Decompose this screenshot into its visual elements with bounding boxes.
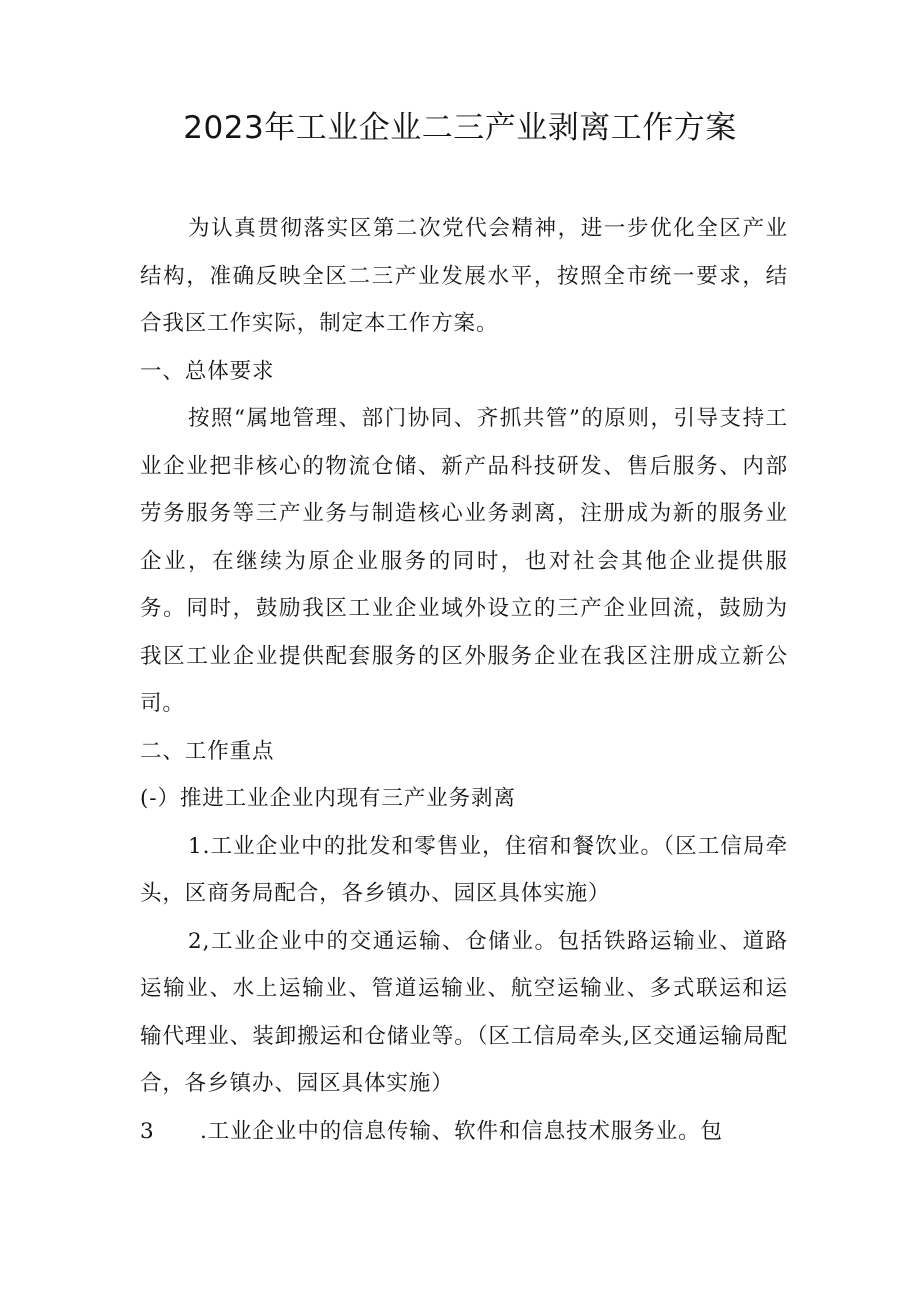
list-item-3	[140, 1108, 788, 1156]
intro-paragraph: 为认真贯彻落实区第二次党代会精神，进一步优化全区产业结构，准确反映全区二三产业发展水平，按照全市统一要求，结合我区工作实际，制定本工作方案。	[140, 216, 788, 336]
section-heading-work-focus: 二、工作重点	[140, 738, 275, 764]
document-title: 2023年工业企业二三产业剥离工作方案	[183, 110, 737, 146]
document-body	[140, 205, 788, 1155]
list-item-3-number: 3	[140, 1118, 155, 1144]
subsection-heading-separation: (-）推进工业企业内现有三产业务剥离	[140, 786, 516, 811]
list-item-1: 1.工业企业中的批发和零售业，住宿和餐饮业。（区工信局牵头，区商务局配合，各乡镇办、园区具体实施）	[140, 833, 788, 906]
section-heading-general-requirements: 一、总体要求	[140, 358, 275, 384]
list-item-2: 2,工业企业中的交通运输、仓储业。包括铁路运输业、道路运输业、水上运输业、管道运输业、航空运输业、多式联运和运输代理业、装卸搬运和仓储业等。（区工信局牵头,区交通运输局配合，各乡镇办、园区具体实施）	[140, 928, 788, 1096]
list-item-3-text: .工业企业中的信息传输、软件和信息技术服务业。包	[200, 1118, 723, 1144]
general-requirements-paragraph: 按照“属地管理、部门协同、齐抓共管”的原则，引导支持工业企业把非核心的物流仓储、新产品科技研发、售后服务、内部劳务服务等三产业务与制造核心业务剥离，注册成为新的服务业企业，在继续为原企业服务的同时，也对社会其他企业提供服务。同时，鼓励我区工业企业域外设立的三产企业回流，鼓励为我区工业企业提供配套服务的区外服务企业在我区注册成立新公司。	[140, 406, 788, 716]
